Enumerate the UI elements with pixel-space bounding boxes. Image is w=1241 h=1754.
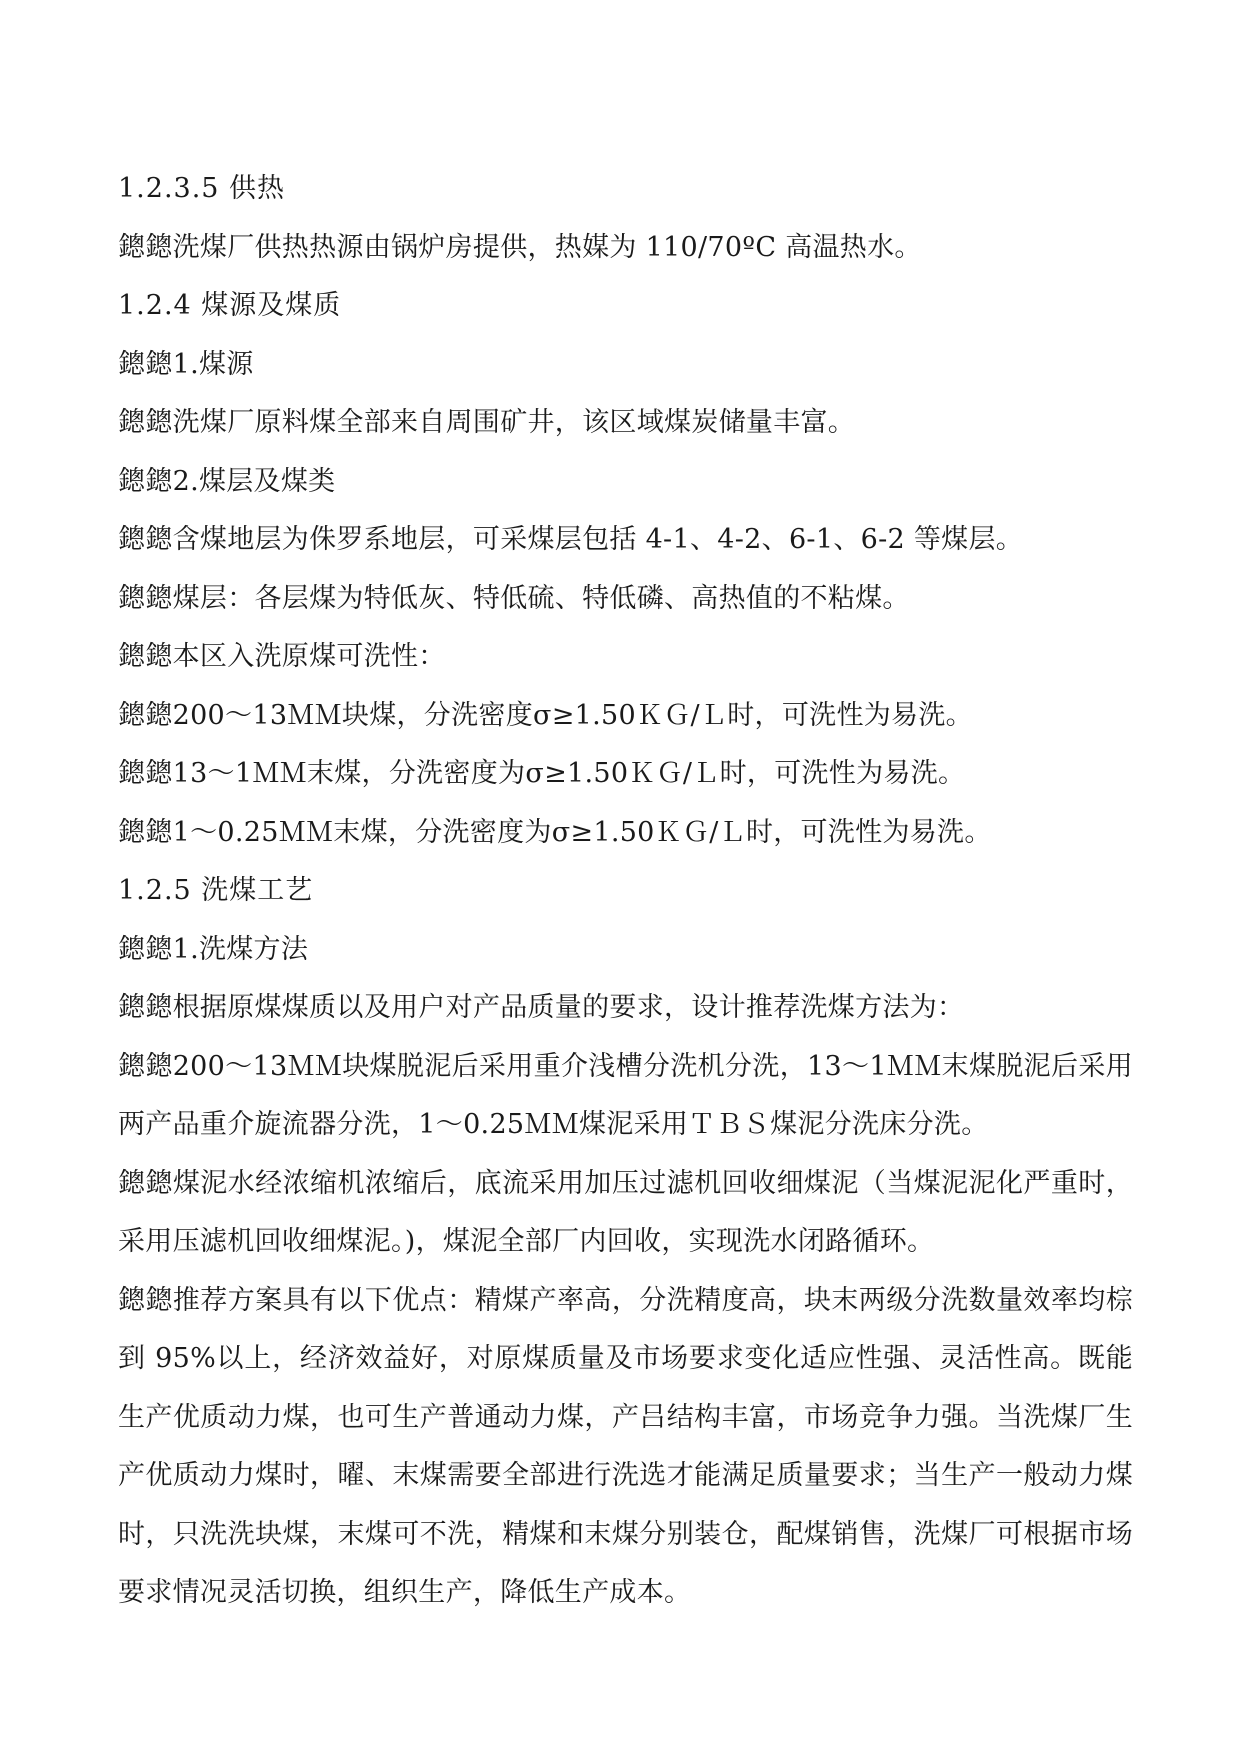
section-heading-heat-supply: 1.2.3.5 供热 [118, 173, 286, 204]
document-body [118, 160, 1133, 1623]
text-line-washability-fine: 鏓鏓13～1ＭＭ末煤，分洗密度为σ≥1.50ＫＧ/Ｌ时，可洗性为易洗。 [118, 758, 966, 789]
section-heading-washing-process: 1.2.5 洗煤工艺 [118, 875, 314, 906]
text-line-method-intro: 鏓鏓根据原煤煤质以及用户对产品质量的要求，设计推荐洗煤方法为： [118, 992, 965, 1023]
text-line-coal-strata: 鏓鏓含煤地层为侏罗系地层，可采煤层包括 4-1、4-2、6-1、6-2 等煤层。 [118, 524, 1024, 555]
subheading-coal-seams: 鏓鏓2.煤层及煤类 [118, 465, 336, 497]
subheading-coal-source: 鏓鏓1.煤源 [118, 348, 254, 380]
text-line-washability-slime: 鏓鏓1～0.25ＭＭ末煤，分洗密度为σ≥1.50ＫＧ/Ｌ时，可洗性为易洗。 [118, 816, 992, 848]
text-line-heat-source: 鏓鏓洗煤厂供热热源由锅炉房提供，热媒为 110/70ºC 高温热水。 [118, 231, 922, 263]
paragraph-separation-method: 鏓鏓200～13ＭＭ块煤脱泥后采用重介浅槽分洗机分洗，13～1ＭＭ末煤脱泥后采用两产品重介旋流器分洗，1～0.25ＭＭ煤泥采用ＴＢＳ煤泥分洗床分洗。 [118, 1050, 1133, 1140]
paragraph-advantages: 鏓鏓推荐方案具有以下优点：精煤产率高，分洗精度高，块末两级分洗数量效率均棕到 95%以上，经济效益好，对原煤质量及市场要求变化适应性强、灵活性高。既能生产优质动力煤，也可生产普通动力煤，产吕结构丰富，市场竞争力强。当洗煤厂生产优质动力煤时，曜、末煤需要全部进行洗选才能满足质量要求；当生产一般动力煤时，只洗洗块煤，末煤可不洗，精煤和末煤分别装仓，配煤销售，洗煤厂可根据市场要求情况灵活切换，组织生产，降低生产成本。 [118, 1284, 1133, 1608]
text-line-washability-intro: 鏓鏓本区入洗原煤可洗性： [118, 641, 446, 672]
text-line-raw-coal-origin: 鏓鏓洗煤厂原料煤全部来自周围矿井，该区域煤炭储量丰富。 [118, 407, 856, 438]
paragraph-slime-water: 鏓鏓煤泥水经浓缩机浓缩后，底流采用加压过滤机回收细煤泥（当煤泥泥化严重时，采用压滤机回收细煤泥。)，煤泥全部厂内回收，实现洗水闭路循环。 [118, 1167, 1133, 1257]
text-line-washability-lump: 鏓鏓200～13ＭＭ块煤，分洗密度σ≥1.50ＫＧ/Ｌ时，可洗性为易洗。 [118, 699, 973, 731]
subheading-washing-method: 鏓鏓1.洗煤方法 [118, 933, 309, 965]
text-line-seam-properties: 鏓鏓煤层：各层煤为特低灰、特低硫、特低磷、高热值的不粘煤。 [118, 582, 910, 614]
section-heading-coal-source: 1.2.4 煤源及煤质 [118, 290, 342, 321]
